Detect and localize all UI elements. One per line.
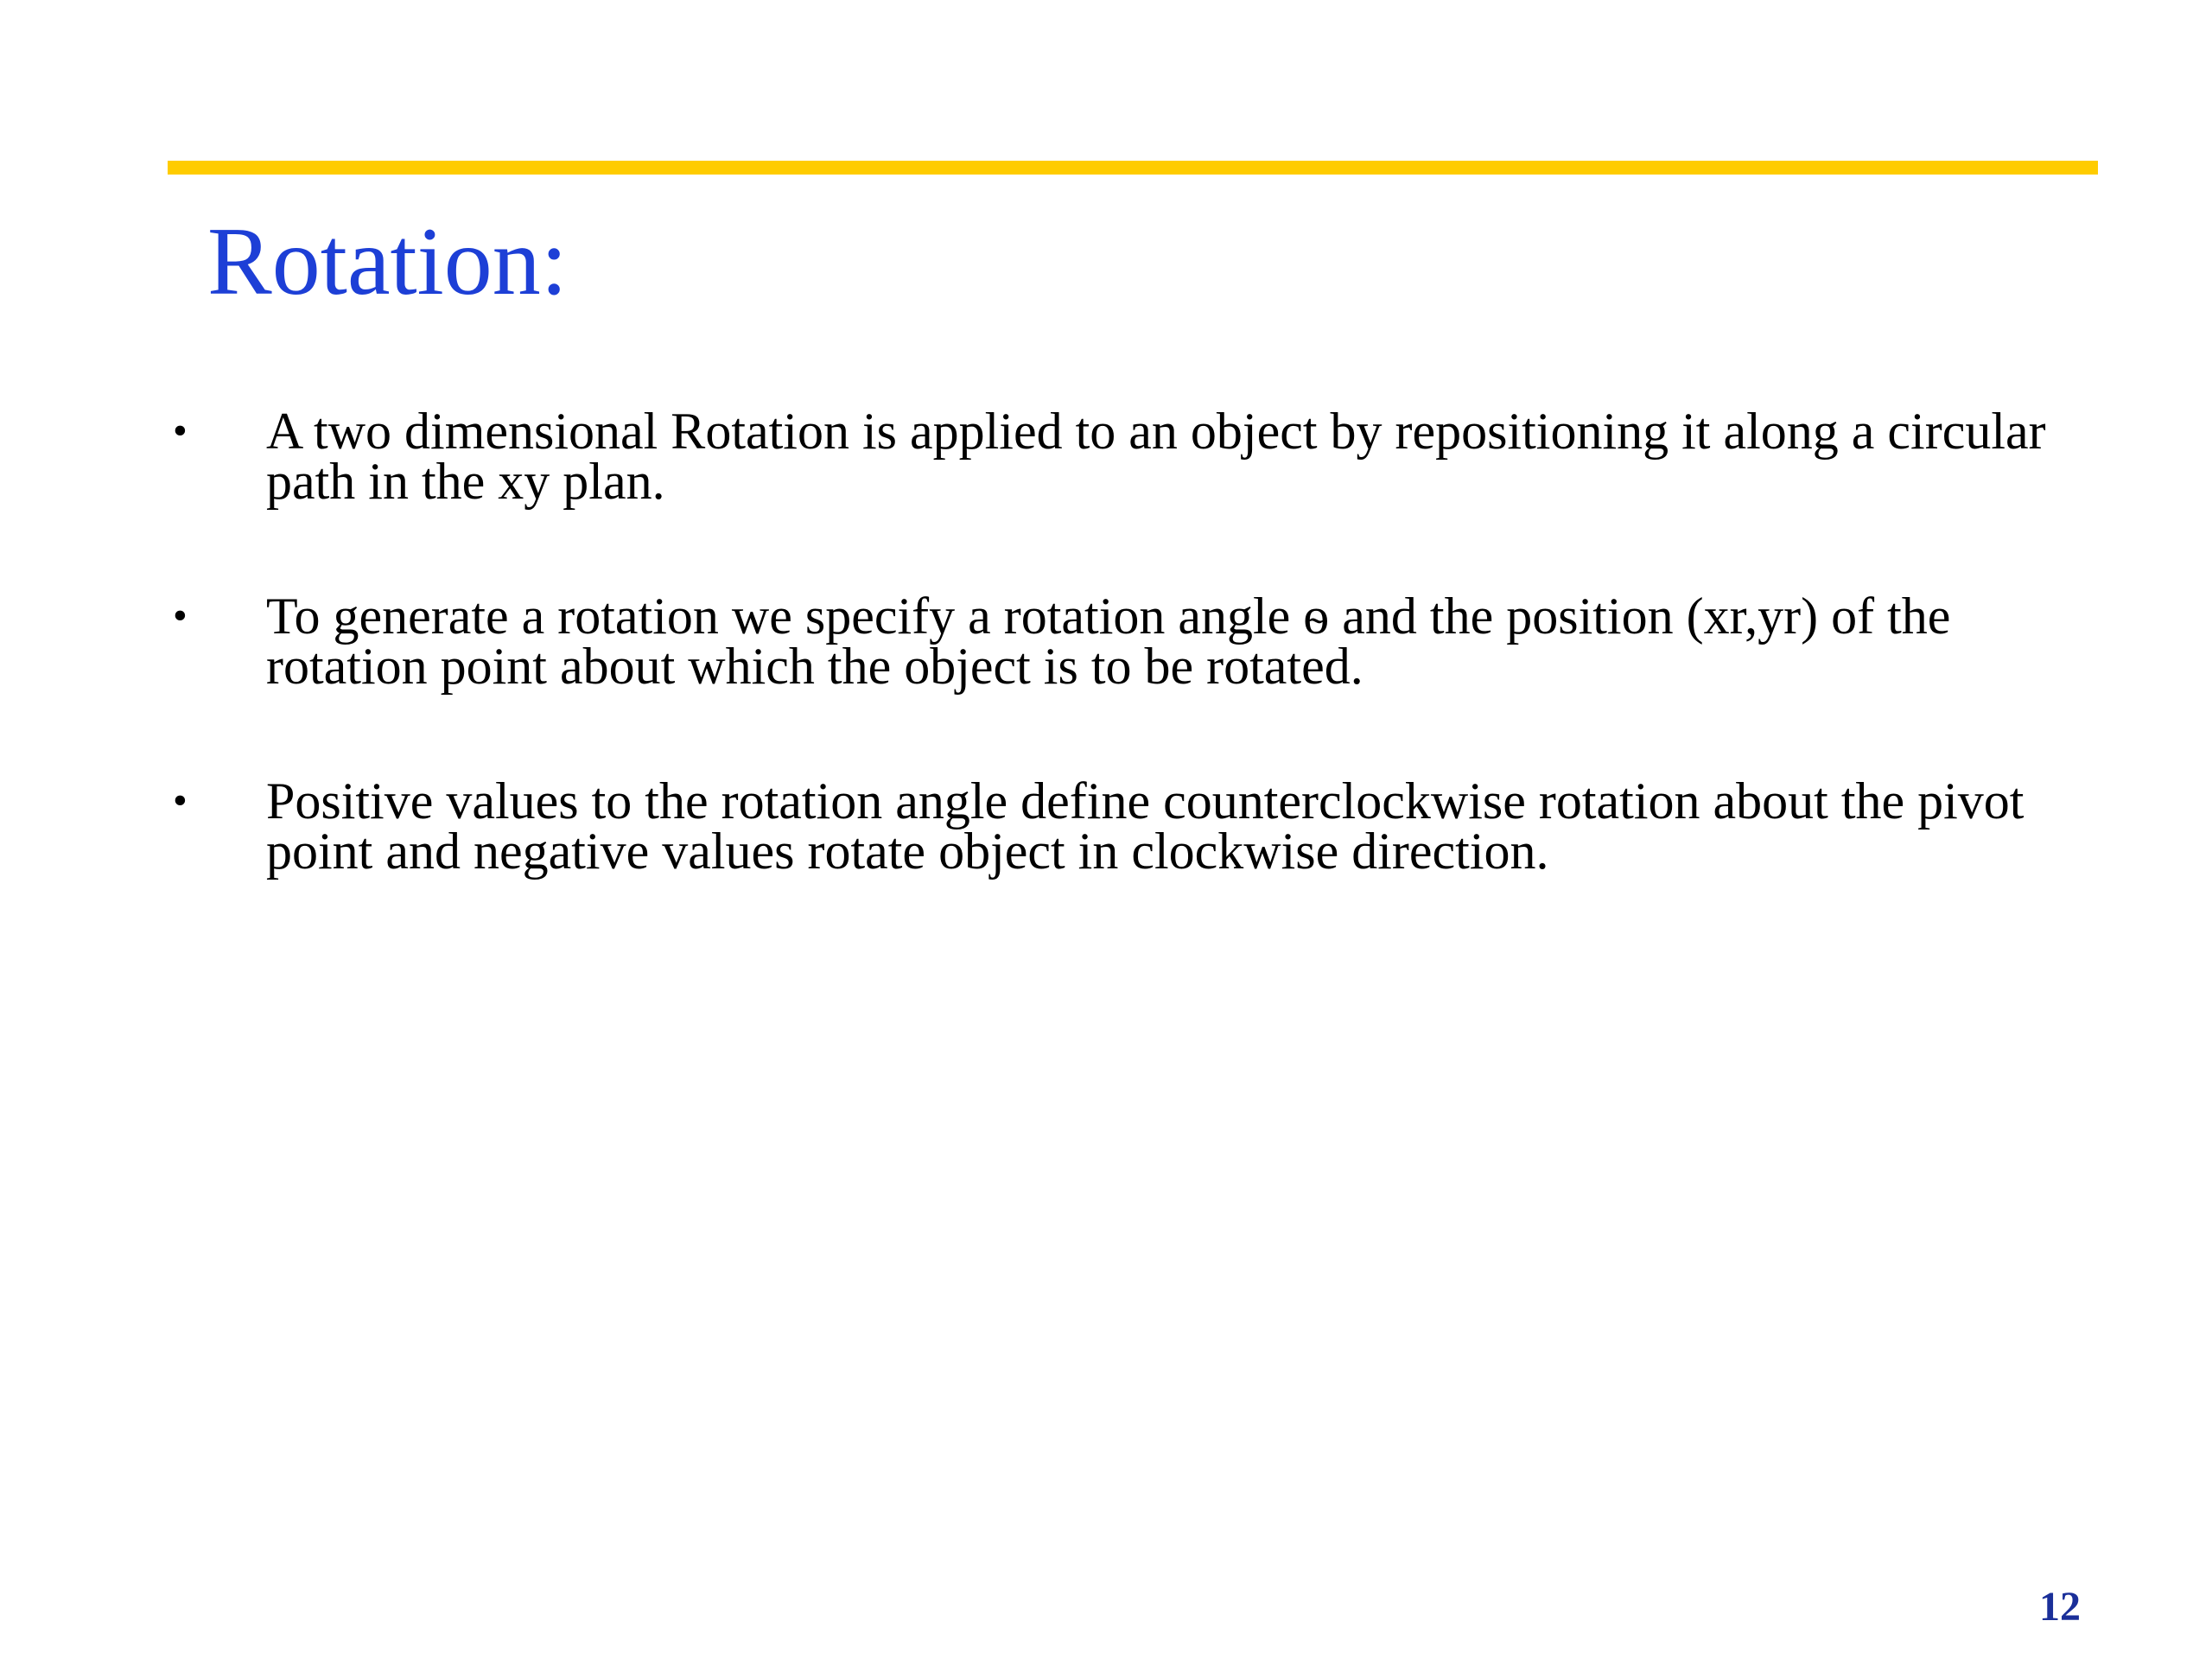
bullet-text: Positive values to the rotation angle define counterclockwise rotation about the pivot point and negative values rotate object in clockwise direction. xyxy=(266,772,2024,880)
bullet-marker: • xyxy=(173,593,188,639)
bullet-item xyxy=(173,772,2074,880)
bullet-item xyxy=(173,403,2074,510)
bullet-marker: • xyxy=(173,778,188,823)
bullet-item xyxy=(173,588,2074,695)
bullet-list xyxy=(173,403,2074,961)
bullet-text: To generate a rotation we specify a rotation angle ѳ and the position (xr,yr) of the rotation point about which the object is to be rotated. xyxy=(266,588,1951,695)
title-divider-rule xyxy=(168,161,2098,175)
page-number: 12 xyxy=(2039,1584,2081,1630)
slide-title: Rotation: xyxy=(207,208,568,315)
bullet-marker: • xyxy=(173,408,188,454)
bullet-text: A two dimensional Rotation is applied to an object by repositioning it along a circular path in the xy plan. xyxy=(266,403,2046,510)
